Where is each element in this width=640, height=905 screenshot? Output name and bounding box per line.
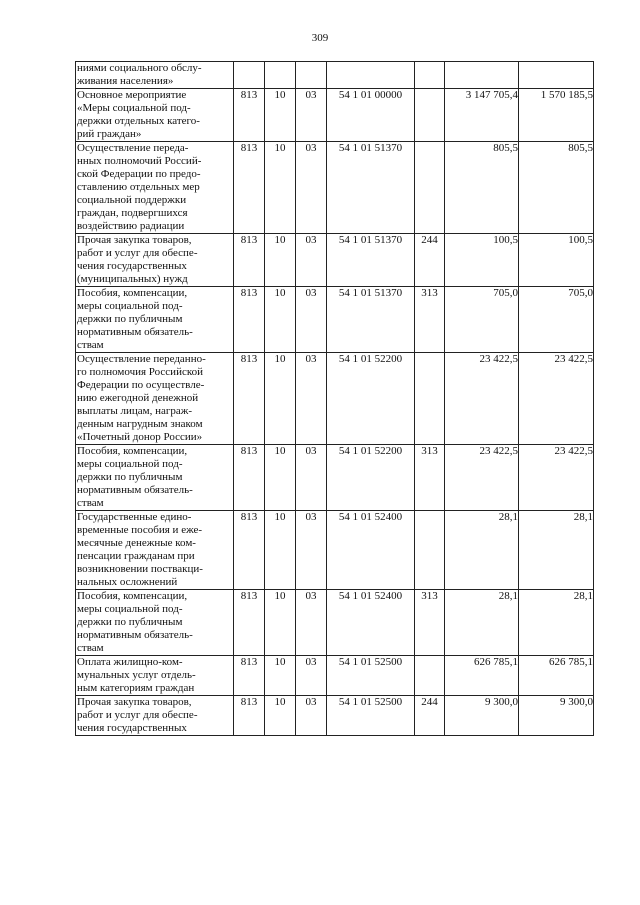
subsection-code-cell: [296, 62, 327, 89]
amount-year1-cell: [445, 62, 519, 89]
ministry-code-cell: 813: [234, 89, 265, 142]
expense-name-cell: Осуществление переданно- го полномочия Российской Федерации по осуществле- нию ежегодной денежной выплаты лицам, награж- денным нагрудным знаком «Почетный донор России»: [76, 353, 234, 445]
amount-year1-cell: 28,1: [445, 511, 519, 590]
amount-year2-cell: 1 570 185,5: [519, 89, 594, 142]
expense-name-cell: Пособия, компенсации, меры социальной под- держки по публичным нормативным обязатель- ствам: [76, 590, 234, 656]
ministry-code-cell: 813: [234, 696, 265, 736]
expense-name-cell: Оплата жилищно-ком- мунальных услуг отдель- ным категориям граждан: [76, 656, 234, 696]
expense-type-cell: [415, 511, 445, 590]
expense-name-cell: Прочая закупка товаров, работ и услуг для обеспе- чения государственных (муниципальных) нужд: [76, 234, 234, 287]
target-article-cell: [327, 62, 415, 89]
target-article-cell: 54 1 01 52500: [327, 656, 415, 696]
amount-year2-cell: 28,1: [519, 590, 594, 656]
expense-type-cell: 313: [415, 287, 445, 353]
section-code-cell: 10: [265, 511, 296, 590]
subsection-code-cell: 03: [296, 511, 327, 590]
ministry-code-cell: 813: [234, 142, 265, 234]
amount-year1-cell: 705,0: [445, 287, 519, 353]
amount-year1-cell: 23 422,5: [445, 445, 519, 511]
target-article-cell: 54 1 01 52500: [327, 696, 415, 736]
ministry-code-cell: 813: [234, 590, 265, 656]
expense-type-cell: 244: [415, 234, 445, 287]
subsection-code-cell: 03: [296, 445, 327, 511]
amount-year1-cell: 9 300,0: [445, 696, 519, 736]
section-code-cell: 10: [265, 234, 296, 287]
amount-year2-cell: [519, 62, 594, 89]
amount-year2-cell: 805,5: [519, 142, 594, 234]
amount-year1-cell: 626 785,1: [445, 656, 519, 696]
expense-name-cell: ниями социального обслу- живания населения»: [76, 62, 234, 89]
expense-type-cell: [415, 142, 445, 234]
subsection-code-cell: 03: [296, 89, 327, 142]
expense-type-cell: [415, 656, 445, 696]
amount-year1-cell: 3 147 705,4: [445, 89, 519, 142]
subsection-code-cell: 03: [296, 696, 327, 736]
table-row: [76, 353, 594, 445]
table-row: [76, 445, 594, 511]
target-article-cell: 54 1 01 00000: [327, 89, 415, 142]
ministry-code-cell: 813: [234, 511, 265, 590]
target-article-cell: 54 1 01 51370: [327, 234, 415, 287]
section-code-cell: 10: [265, 656, 296, 696]
target-article-cell: 54 1 01 51370: [327, 142, 415, 234]
ministry-code-cell: 813: [234, 287, 265, 353]
ministry-code-cell: [234, 62, 265, 89]
table-row: [76, 696, 594, 736]
table-row: [76, 511, 594, 590]
target-article-cell: 54 1 01 52400: [327, 590, 415, 656]
expense-name-cell: Прочая закупка товаров, работ и услуг для обеспе- чения государственных: [76, 696, 234, 736]
subsection-code-cell: 03: [296, 142, 327, 234]
target-article-cell: 54 1 01 52400: [327, 511, 415, 590]
amount-year1-cell: 805,5: [445, 142, 519, 234]
page-number: 309: [311, 32, 329, 44]
amount-year2-cell: 626 785,1: [519, 656, 594, 696]
expense-name-cell: Пособия, компенсации, меры социальной под- держки по публичным нормативным обязатель- ствам: [76, 287, 234, 353]
ministry-code-cell: 813: [234, 353, 265, 445]
ministry-code-cell: 813: [234, 656, 265, 696]
subsection-code-cell: 03: [296, 656, 327, 696]
table-row: [76, 142, 594, 234]
table-row: [76, 656, 594, 696]
table-body: [76, 62, 594, 736]
expense-name-cell: Государственные едино- временные пособия и еже- месячные денежные ком- пенсации гражданам при возникновении поствакци- нальных осложнений: [76, 511, 234, 590]
target-article-cell: 54 1 01 51370: [327, 287, 415, 353]
amount-year2-cell: 28,1: [519, 511, 594, 590]
amount-year1-cell: 100,5: [445, 234, 519, 287]
subsection-code-cell: 03: [296, 234, 327, 287]
expense-type-cell: 313: [415, 590, 445, 656]
subsection-code-cell: 03: [296, 353, 327, 445]
target-article-cell: 54 1 01 52200: [327, 353, 415, 445]
amount-year2-cell: 23 422,5: [519, 445, 594, 511]
ministry-code-cell: 813: [234, 445, 265, 511]
expense-type-cell: [415, 89, 445, 142]
section-code-cell: 10: [265, 89, 296, 142]
table-row: [76, 234, 594, 287]
table-row: [76, 287, 594, 353]
expense-name-cell: Осуществление переда- нных полномочий Россий- ской Федерации по предо- ставлению отдельных мер социальной поддержки граждан, подвергшихся воздействию радиации: [76, 142, 234, 234]
expense-type-cell: [415, 353, 445, 445]
table-row: [76, 62, 594, 89]
subsection-code-cell: 03: [296, 287, 327, 353]
expense-type-cell: 313: [415, 445, 445, 511]
expense-type-cell: [415, 62, 445, 89]
amount-year1-cell: 28,1: [445, 590, 519, 656]
expense-type-cell: 244: [415, 696, 445, 736]
amount-year2-cell: 705,0: [519, 287, 594, 353]
ministry-code-cell: 813: [234, 234, 265, 287]
amount-year2-cell: 23 422,5: [519, 353, 594, 445]
expense-name-cell: Основное мероприятие «Меры социальной под- держки отдельных катего- рий граждан»: [76, 89, 234, 142]
section-code-cell: 10: [265, 142, 296, 234]
section-code-cell: 10: [265, 590, 296, 656]
expense-name-cell: Пособия, компенсации, меры социальной под- держки по публичным нормативным обязатель- ствам: [76, 445, 234, 511]
budget-table: [75, 61, 594, 736]
amount-year2-cell: 100,5: [519, 234, 594, 287]
amount-year1-cell: 23 422,5: [445, 353, 519, 445]
table-row: [76, 89, 594, 142]
section-code-cell: 10: [265, 445, 296, 511]
section-code-cell: 10: [265, 696, 296, 736]
amount-year2-cell: 9 300,0: [519, 696, 594, 736]
section-code-cell: 10: [265, 353, 296, 445]
target-article-cell: 54 1 01 52200: [327, 445, 415, 511]
table-row: [76, 590, 594, 656]
subsection-code-cell: 03: [296, 590, 327, 656]
section-code-cell: 10: [265, 287, 296, 353]
section-code-cell: [265, 62, 296, 89]
